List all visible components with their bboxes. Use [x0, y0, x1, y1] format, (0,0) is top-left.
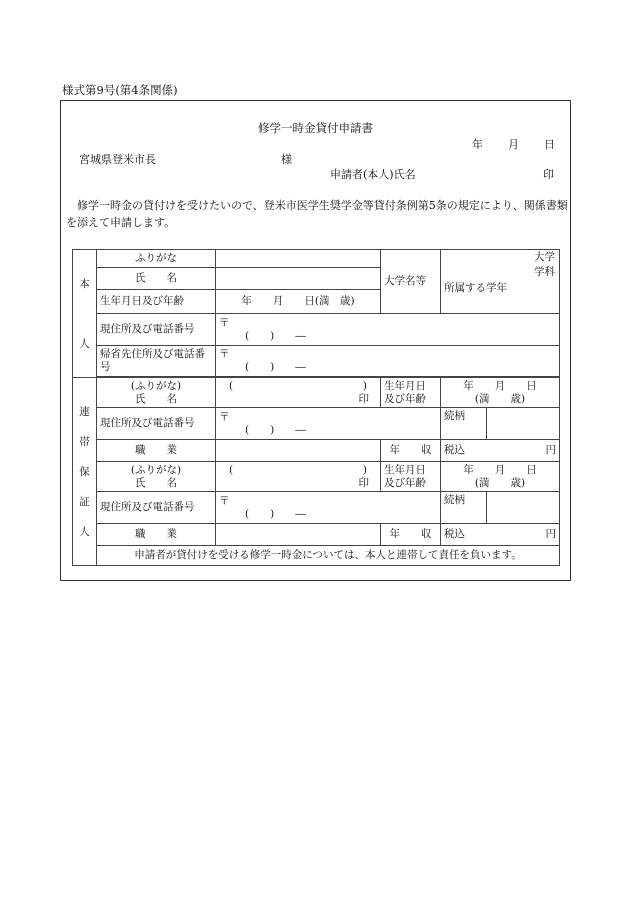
- form-label: 様式第9号(第4条関係): [62, 83, 178, 97]
- furigana-label: ふりがな: [97, 250, 216, 268]
- faculty-text: 学科: [534, 266, 555, 278]
- university-label: 大学名等: [381, 250, 441, 314]
- application-table: [72, 249, 560, 566]
- name-label: 氏 名: [97, 268, 216, 290]
- home-address-label: 帰省先住所及び電話番号: [97, 346, 216, 377]
- g2-name-label: (ふりがな) 氏 名: [97, 462, 216, 492]
- g1-occupation-field[interactable]: [216, 440, 381, 462]
- applicant-label: 申請者(本人)氏名: [330, 168, 416, 181]
- g1-address-field[interactable]: 〒 ( ) ―: [216, 408, 441, 440]
- g1-birth-field[interactable]: 年 月 日 (満 歳): [441, 378, 560, 408]
- g2-income-field[interactable]: 税込 円: [441, 524, 560, 546]
- birth-age-label: 生年月日及び年齢: [97, 290, 216, 314]
- date-month: 月: [508, 138, 519, 151]
- university-field[interactable]: [441, 250, 560, 314]
- furigana-field[interactable]: [216, 250, 381, 268]
- g1-income-label: 年 収: [381, 440, 441, 462]
- g2-address-field[interactable]: 〒 ( ) ―: [216, 492, 441, 524]
- g2-address-label: 現住所及び電話番号: [97, 492, 216, 524]
- g2-relation-field[interactable]: [487, 492, 560, 524]
- address-label: 現住所及び電話番号: [97, 314, 216, 346]
- date-day: 日: [544, 138, 555, 151]
- address-field[interactable]: 〒 ( ) ―: [216, 314, 560, 346]
- statement: 修学一時金の貸付けを受けたいので、登米市医学生奨学金等貸付条例第5条の規定により、関係書類を添えて申請します。: [66, 199, 568, 229]
- g1-birth-label: 生年月日 及び年齢: [381, 378, 441, 408]
- g2-name-field[interactable]: ( ) 印: [216, 462, 381, 492]
- form-title: 修学一時金貸付申請書: [258, 121, 373, 135]
- g1-address-label: 現住所及び電話番号: [97, 408, 216, 440]
- g1-occupation-label: 職 業: [97, 440, 216, 462]
- addressee: 宮城県登米市長: [79, 153, 156, 166]
- date-year: 年: [472, 138, 483, 151]
- university-text: 大学: [534, 251, 555, 263]
- g1-name-field[interactable]: ( ) 印: [216, 378, 381, 408]
- g1-relation-field[interactable]: [487, 408, 560, 440]
- section-guarantor: 連 帯 保 証 人: [73, 378, 97, 566]
- seal-mark: 印: [543, 168, 554, 181]
- g2-income-label: 年 収: [381, 524, 441, 546]
- g1-relation-label: 続柄: [441, 408, 487, 440]
- name-field[interactable]: [216, 268, 381, 290]
- g2-birth-field[interactable]: 年 月 日 (満 歳): [441, 462, 560, 492]
- section-self: 本 人: [73, 250, 97, 378]
- guarantor-footer: 申請者が貸付けを受ける修学一時金については、本人と連帯して責任を負います。: [97, 546, 560, 566]
- grade-text: 所属する学年: [444, 282, 507, 294]
- g2-relation-label: 続柄: [441, 492, 487, 524]
- g2-occupation-field[interactable]: [216, 524, 381, 546]
- birth-age-field[interactable]: 年 月 日(満 歳): [216, 290, 381, 314]
- honorific: 様: [281, 153, 292, 166]
- g1-name-label: (ふりがな) 氏 名: [97, 378, 216, 408]
- g1-income-field[interactable]: 税込 円: [441, 440, 560, 462]
- g2-occupation-label: 職 業: [97, 524, 216, 546]
- home-address-field[interactable]: 〒 ( ) ―: [216, 346, 560, 377]
- g2-birth-label: 生年月日 及び年齢: [381, 462, 441, 492]
